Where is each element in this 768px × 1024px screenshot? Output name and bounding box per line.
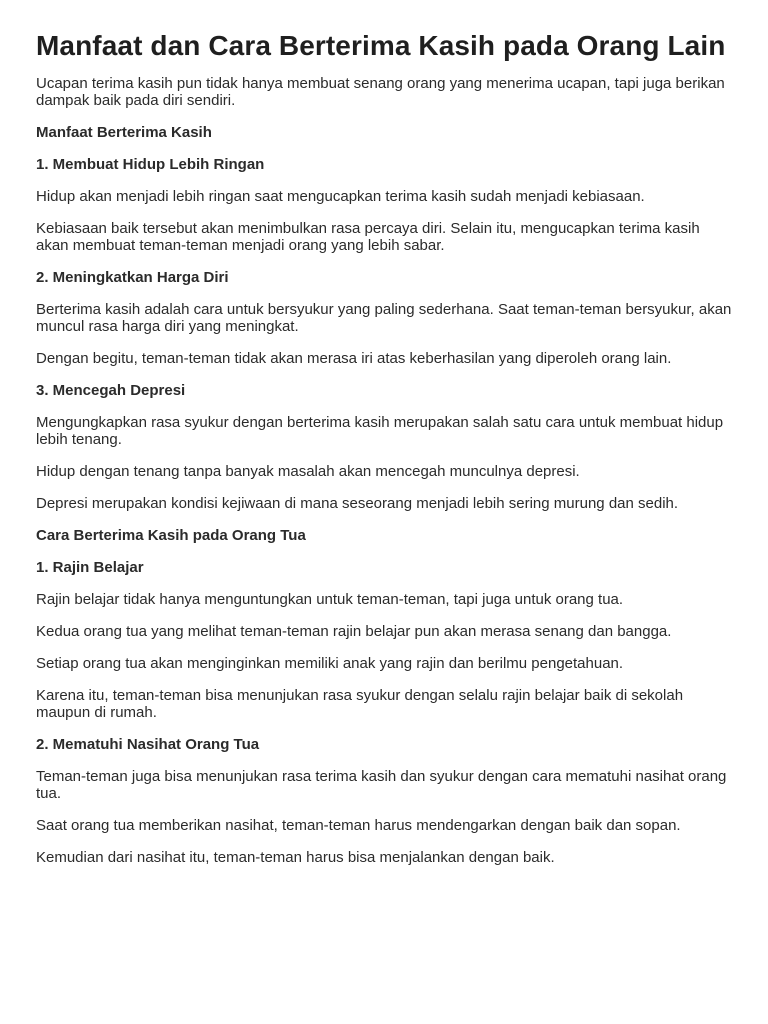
paragraph-intro: Ucapan terima kasih pun tidak hanya membuat senang orang yang menerima ucapan, tapi juga berikan dampak baik pada diri sendiri. — [36, 75, 725, 109]
paragraph: Kedua orang tua yang melihat teman-teman rajin belajar pun akan merasa senang dan bangga. — [36, 623, 672, 640]
paragraph: Kebiasaan baik tersebut akan menimbulkan rasa percaya diri. Selain itu, mengucapkan terima kasih akan membuat teman-teman menjadi orang yang lebih sabar. — [36, 220, 700, 254]
paragraph: Rajin belajar tidak hanya menguntungkan untuk teman-teman, tapi juga untuk orang tua. — [36, 591, 624, 608]
subheading-mematuhi-nasihat: 2. Mematuhi Nasihat Orang Tua — [36, 736, 260, 753]
page-title: Manfaat dan Cara Berterima Kasih pada Orang Lain — [36, 30, 726, 61]
subheading-harga-diri: 2. Meningkatkan Harga Diri — [36, 269, 229, 286]
subheading-mencegah-depresi: 3. Mencegah Depresi — [36, 382, 186, 399]
paragraph: Saat orang tua memberikan nasihat, teman-teman harus mendengarkan dengan baik dan sopan. — [36, 817, 681, 834]
paragraph: Teman-teman juga bisa menunjukan rasa terima kasih dan syukur dengan cara mematuhi nasihat orang tua. — [36, 768, 727, 802]
paragraph: Depresi merupakan kondisi kejiwaan di mana seseorang menjadi lebih sering murung dan sedih. — [36, 495, 679, 512]
paragraph: Dengan begitu, teman-teman tidak akan merasa iri atas keberhasilan yang diperoleh orang lain. — [36, 350, 672, 367]
paragraph: Hidup akan menjadi lebih ringan saat mengucapkan terima kasih sudah menjadi kebiasaan. — [36, 188, 645, 205]
paragraph: Hidup dengan tenang tanpa banyak masalah akan mencegah munculnya depresi. — [36, 463, 580, 480]
section-heading-cara: Cara Berterima Kasih pada Orang Tua — [36, 527, 306, 544]
subheading-hidup-ringan: 1. Membuat Hidup Lebih Ringan — [36, 156, 265, 173]
paragraph: Mengungkapkan rasa syukur dengan berterima kasih merupakan salah satu cara untuk membuat hidup lebih tenang. — [36, 414, 724, 448]
subheading-rajin-belajar: 1. Rajin Belajar — [36, 559, 144, 576]
paragraph: Kemudian dari nasihat itu, teman-teman harus bisa menjalankan dengan baik. — [36, 849, 555, 866]
paragraph: Berterima kasih adalah cara untuk bersyukur yang paling sederhana. Saat teman-teman bersyukur, akan muncul rasa harga diri yang meningkat. — [36, 301, 732, 335]
paragraph: Setiap orang tua akan menginginkan memiliki anak yang rajin dan berilmu pengetahuan. — [36, 655, 624, 672]
paragraph: Karena itu, teman-teman bisa menunjukan rasa syukur dengan selalu rajin belajar baik di sekolah maupun di rumah. — [36, 687, 684, 721]
section-heading-manfaat: Manfaat Berterima Kasih — [36, 124, 212, 141]
